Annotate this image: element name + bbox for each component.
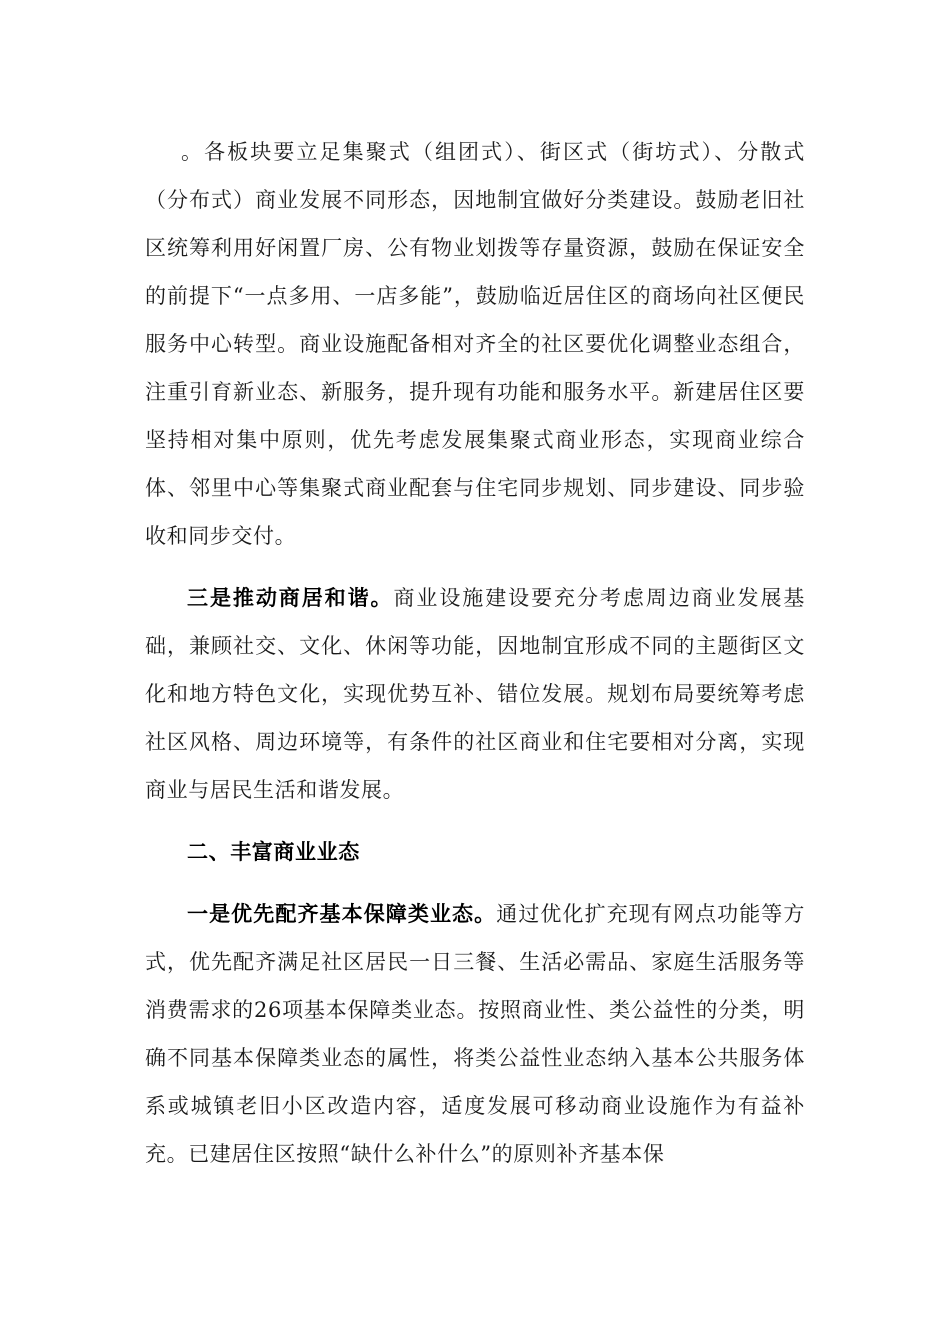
paragraph-lead: 三是推动商居和谐。 bbox=[187, 585, 394, 610]
paragraph-jiben-baozhang bbox=[145, 890, 805, 1178]
paragraph-continuation bbox=[145, 128, 805, 560]
section-heading: 二、丰富商业业态 bbox=[187, 839, 360, 864]
paragraph-shangju-hexie bbox=[145, 574, 805, 814]
paragraph-text: 商业设施建设要充分考虑周边商业发展基础，兼顾社交、文化、休闲等功能，因地制宜形成不同的主题街区文化和地方特色文化，实现优势互补、错位发展。规划布局要统筹考虑社区风格、周边环境等，有条件的社区商业和住宅要相对分离，实现商业与居民生活和谐发展。 bbox=[145, 586, 805, 802]
paragraph-lead: 一是优先配齐基本保障类业态。 bbox=[187, 901, 497, 926]
paragraph-text: 。各板块要立足集聚式（组团式）、街区式（街坊式）、分散式（分布式）商业发展不同形态，因地制宜做好分类建设。鼓励老旧社区统筹利用好闲置厂房、公有物业划拨等存量资源，鼓励在保证安全的前提下“一点多用、一店多能”，鼓励临近居住区的商场向社区便民服务中心转型。商业设施配备相对齐全的社区要优化调整业态组合，注重引育新业态、新服务，提升现有功能和服务水平。新建居住区要坚持相对集中原则，优先考虑发展集聚式商业形态，实现商业综合体、邻里中心等集聚式商业配套与住宅同步规划、同步建设、同步验收和同步交付。 bbox=[145, 140, 805, 548]
paragraph-text: 通过优化扩充现有网点功能等方式，优先配齐满足社区居民一日三餐、生活必需品、家庭生活服务等消费需求的26项基本保障类业态。按照商业性、类公益性的分类，明确不同基本保障类业态的属性，将类公益性业态纳入基本公共服务体系或城镇老旧小区改造内容，适度发展可移动商业设施作为有益补充。已建居住区按照“缺什么补什么”的原则补齐基本保 bbox=[145, 902, 805, 1166]
document-page bbox=[145, 128, 805, 1192]
